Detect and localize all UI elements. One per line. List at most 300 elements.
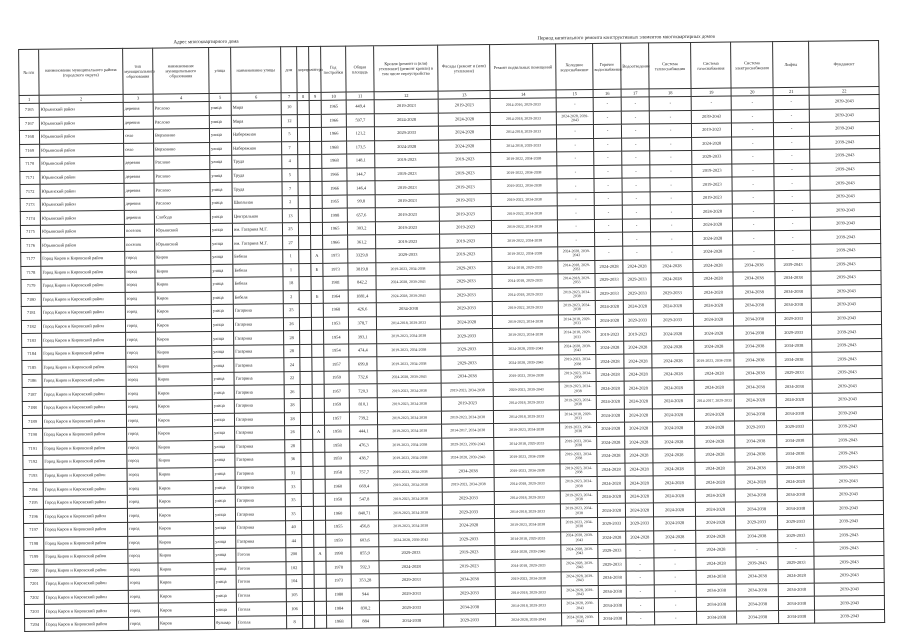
cell-heat: 2024-2028 [653, 449, 695, 463]
cell-mo: Киров [157, 427, 213, 441]
cell-litera [310, 222, 322, 236]
cell-house: 106 [286, 602, 302, 616]
cell-fund: 2039-2043 [810, 176, 880, 190]
cell-id: 7191 [23, 442, 43, 456]
cell-cold: - [556, 97, 593, 111]
cell-street: Гагарина [234, 372, 284, 386]
cell-heat: - [654, 557, 696, 571]
cell-area: 3329,8 [348, 249, 376, 263]
cell-mo: Киров [155, 278, 211, 292]
cell-raion: Город Киров и Кировский район [42, 333, 126, 347]
column-header-roof: Кровля (ремонт и (или) утепление) (ремонт кровли) в том числе переустройство [374, 45, 438, 92]
cell-elec: 2034-2038 [735, 448, 777, 462]
cell-year: 1973 [326, 574, 351, 588]
cell-elec: 2034-2038 [734, 326, 776, 340]
cell-street_type: улица [214, 562, 236, 576]
column-header-korpus: корпус [297, 46, 309, 92]
cell-pod: 2019-2022, 2034-2038 [492, 233, 558, 247]
cell-pod: 2019-2022, 2034-2038 [492, 247, 558, 261]
cell-roof: 2024-2028, 2039-2043 [376, 289, 440, 303]
cell-id: 7173 [20, 198, 40, 212]
cell-fund: 2039-2043 [809, 122, 879, 136]
cell-gas: 2024-2028 [696, 516, 736, 530]
cell-mo: Раслово [153, 115, 209, 129]
column-number: 5 [209, 93, 231, 101]
cell-hot: 2029-2033 [598, 517, 626, 531]
cell-id: 7190 [23, 428, 43, 442]
cell-heat: 2024-2028 [654, 516, 696, 530]
cell-litera [310, 195, 322, 209]
cell-raion: Юрьянский район [40, 224, 124, 238]
cell-lift: - [774, 122, 810, 136]
cell-hot: 2024-2028 [596, 341, 624, 355]
cell-roof: 2024-2028, 2039-2043 [376, 275, 440, 289]
cell-house: 2 [283, 290, 299, 304]
cell-street: Гоголя [236, 561, 286, 575]
cell-heat: - [650, 137, 692, 151]
cell-lift: 2034-2038 [777, 434, 813, 448]
cell-house: 28 [284, 331, 300, 345]
cell-sewer: - [622, 124, 650, 138]
cell-year: 1973 [323, 263, 348, 277]
cell-roof: 2029-2033 [375, 126, 439, 140]
cell-litera [309, 127, 321, 141]
cell-sewer: - [626, 571, 654, 585]
cell-heat: 2024-2028 [653, 476, 695, 490]
cell-heat: 2024-2028 [652, 381, 694, 395]
cell-gas: 2019-2023 [692, 191, 732, 205]
cell-elec: 2024-2028 [734, 394, 776, 408]
cell-cold: 2019-2023, 2034-2038 [560, 450, 597, 464]
cell-cold: 2024-2028, 2039-2043 [556, 111, 593, 125]
cell-raion: Город Киров и Кировский район [41, 292, 125, 306]
cell-id: 7165 [19, 103, 39, 117]
cell-gas: 2024-2028 [693, 245, 733, 259]
cell-fund: 2039-2043 [811, 230, 881, 244]
cell-cold: 2014-2018, 2029-2033 [559, 328, 596, 342]
cell-pod: 2014-2016, 2029-2033 [490, 98, 556, 112]
column-number: 15 [556, 89, 593, 97]
cell-sewer: - [626, 585, 654, 599]
cell-raion: Город Киров и Кировский район [44, 536, 128, 550]
cell-house: 5 [282, 168, 298, 182]
cell-korpus [302, 588, 314, 602]
cell-pod: 2014-2018, 2029-2033 [492, 274, 558, 288]
cell-elec: 2034-2038 [733, 312, 775, 326]
cell-pod: 2024-2028, 2039-2043 [493, 342, 559, 356]
cell-street_type: улица [213, 494, 235, 508]
cell-gas: 2024-2028 [695, 421, 735, 435]
cell-roof: 2024-2028 [379, 560, 443, 574]
cell-street: Мира [231, 101, 281, 115]
cell-house: 26 [284, 385, 300, 399]
cell-mo: Раслово [154, 156, 210, 170]
cell-elec: 2034-2038 [733, 285, 775, 299]
cell-id: 7183 [22, 334, 42, 348]
cell-house: 27 [283, 236, 299, 250]
cell-type: город [127, 508, 157, 522]
cell-house: 22 [284, 372, 300, 386]
cell-year: 1959 [324, 398, 349, 412]
cell-raion: Город Киров и Кировский район [44, 549, 128, 563]
cell-lift: 2029-2033 [777, 420, 813, 434]
cell-litera [309, 114, 321, 128]
cell-facade: 2029-2033 [442, 491, 494, 505]
cell-lift: 2034-2038 [777, 447, 813, 461]
cell-fund: 2039-2043 [810, 216, 880, 230]
cell-gas: 2024-2028 [693, 272, 733, 286]
cell-pod: 2014-2018, 2029-2033 [493, 396, 559, 410]
cell-litera [313, 453, 325, 467]
cell-korpus [297, 128, 309, 142]
cell-heat: - [650, 164, 692, 178]
cell-pod: 2014-2018, 2029-2033 [494, 504, 560, 518]
cell-sewer: 2024-2028 [623, 300, 651, 314]
cell-gas: 2024-2028 [693, 286, 733, 300]
cell-house: 25 [282, 222, 298, 236]
cell-area: 720,3 [349, 384, 377, 398]
cell-type: деревня [123, 102, 153, 116]
cell-year: 1959 [326, 534, 351, 548]
cell-korpus [298, 195, 310, 209]
cell-year: 1957 [324, 357, 349, 371]
cell-house: 200 [286, 548, 302, 562]
cell-street: Гоголя [236, 588, 286, 602]
cell-hot: 2029-2033 [598, 558, 626, 572]
cell-lift: 2034-2038 [777, 502, 813, 516]
periods-group-header: Период капитального ремонта конструктивных элементов многоквартирных домов [374, 31, 879, 46]
cell-gas: 2019-2023 [692, 123, 732, 137]
column-number: 10 [321, 92, 346, 100]
cell-heat: - [654, 584, 696, 598]
cell-heat: - [651, 218, 693, 232]
cell-raion: Юрьянский район [39, 116, 123, 130]
cell-mo: Юрьянский [154, 223, 210, 237]
cell-year: 1966 [321, 127, 346, 141]
cell-raion: Юрьянский район [40, 211, 124, 225]
cell-litera [315, 615, 327, 629]
cell-type: город [125, 305, 155, 319]
cell-facade: 2024-2028 [438, 112, 490, 126]
cell-year: 1966 [322, 168, 347, 182]
cell-fund: 2039-2043 [814, 582, 884, 596]
cell-hot: 2024-2028 [597, 463, 625, 477]
cell-street_type: улица [212, 413, 234, 427]
cell-fund: 2039-2043 [811, 311, 881, 325]
cell-cold: - [557, 152, 594, 166]
cell-elec: 2029-2033 [735, 421, 777, 435]
cell-korpus [300, 358, 312, 372]
cell-id: 7201 [24, 577, 44, 591]
cell-elec: - [732, 177, 774, 191]
cell-fund: 2039-2043 [813, 460, 883, 474]
cell-area: 303,2 [347, 222, 375, 236]
cell-cold: 2024-2028, 2039-2043 [561, 531, 598, 545]
cell-type: город [128, 590, 158, 604]
cell-cold: - [557, 165, 594, 179]
cell-fund: 2039-2043 [814, 555, 884, 569]
cell-year: 1968 [322, 141, 347, 155]
cell-sewer: 2029-2033 [623, 314, 651, 328]
cell-street: Гагарина [235, 494, 285, 508]
cell-facade: 2024-2028 [439, 126, 491, 140]
cell-pod: 2014-2018, 2029-2033 [492, 260, 558, 274]
column-header-raion: наименование муниципального района (городского округа) [39, 48, 123, 95]
cell-elec: - [732, 136, 774, 150]
cell-lift: 2029-2033 [776, 366, 812, 380]
cell-facade: 2019-2023 [438, 99, 490, 113]
cell-gas: 2024-2028 [695, 475, 735, 489]
cell-lift: - [773, 95, 809, 109]
cell-fund: 2039-2043 [815, 609, 885, 623]
cell-facade: 2014-2017, 2034-2038 [442, 424, 494, 438]
cell-litera [312, 358, 324, 372]
cell-litera [312, 371, 324, 385]
cell-id: 7172 [20, 185, 40, 199]
cell-korpus [298, 155, 310, 169]
cell-cold: 2024-2028, 2039-2043 [561, 545, 598, 559]
cell-area: 173,5 [347, 140, 375, 154]
cell-year: 1968 [323, 303, 348, 317]
cell-id: 7176 [21, 239, 41, 253]
cell-fund: 2039-2043 [810, 203, 880, 217]
cell-pod: 2019-2022, 2034-2038 [491, 193, 557, 207]
cell-pod: 2014-2018, 2029-2033 [490, 111, 556, 125]
cell-cold: - [557, 179, 594, 193]
column-header-id: № п/п [19, 49, 39, 95]
column-number: 18 [649, 88, 691, 96]
cell-fund: 2039-2043 [812, 365, 882, 379]
cell-area: 99,8 [347, 195, 375, 209]
cell-sewer: 2024-2028 [625, 463, 653, 477]
cell-street: Гагарина [234, 358, 284, 372]
column-header-pod: Ремонт подвальных помещений [490, 44, 556, 91]
cell-hot: 2029-2033 [595, 273, 623, 287]
cell-roof: 2019-2023, 2034-2038 [377, 356, 441, 370]
cell-korpus [299, 304, 311, 318]
cell-id: 7178 [21, 266, 41, 280]
cell-street_type: улица [213, 453, 235, 467]
cell-heat: 2024-2028 [651, 259, 693, 273]
cell-cold: 2019-2023, 2034-2038 [559, 395, 596, 409]
column-number: 11 [346, 92, 374, 100]
cell-litera [312, 412, 324, 426]
cell-roof: 2024-2028, 2039-2043 [379, 533, 443, 547]
cell-korpus [298, 209, 310, 223]
cell-elec: - [731, 109, 773, 123]
cell-lift: 2029-2033 [778, 529, 814, 543]
cell-id: 7202 [24, 591, 44, 605]
cell-street_type: улица [212, 345, 234, 359]
column-header-house: дом [281, 47, 297, 93]
column-number: 17 [621, 89, 649, 97]
cell-id: 7182 [21, 320, 41, 334]
cell-korpus [301, 466, 313, 480]
cell-street: Мира [231, 114, 281, 128]
cell-mo: Киров [158, 576, 214, 590]
cell-litera: Б [311, 263, 323, 277]
cell-street_type: улица [214, 535, 236, 549]
cell-house: 35 [285, 493, 301, 507]
cell-type: город [127, 495, 157, 509]
cell-lift: - [775, 244, 811, 258]
cell-korpus [300, 344, 312, 358]
cell-elec: 2034-2038 [734, 380, 776, 394]
cell-sewer: 2029-2033 [626, 517, 654, 531]
cell-cold: - [557, 192, 594, 206]
cell-facade: 2019-2023 [439, 166, 491, 180]
cell-type: город [127, 427, 157, 441]
cell-id: 7187 [22, 388, 42, 402]
cell-pod: 2014-2018, 2029-2033 [495, 531, 561, 545]
cell-raion: Город Киров и Кировский район [42, 414, 126, 428]
column-header-cold: Холодное водоснабжение [556, 43, 593, 89]
cell-heat: - [650, 178, 692, 192]
cell-street: им. Гагарина М.Г. [233, 236, 283, 250]
cell-hot: 2024-2028 [596, 409, 624, 423]
cell-roof: 2014-2018, 2029-2033 [377, 316, 441, 330]
cell-house: 104 [286, 575, 302, 589]
cell-street: Гоголя [236, 548, 286, 562]
cell-area: 438,7 [350, 452, 378, 466]
cell-raion: Город Киров и Кировский район [44, 563, 128, 577]
cell-cold: - [558, 233, 595, 247]
cell-lift: 2034-2038 [775, 271, 811, 285]
cell-year: 1966 [322, 181, 347, 195]
cell-street_type: улица [212, 372, 234, 386]
cell-raion: Город Киров и Кировский район [42, 373, 126, 387]
cell-cold: 2014-2018, 2029-2033 [558, 274, 595, 288]
cell-gas: 2024-2028 [692, 137, 732, 151]
cell-sewer: 2024-2028 [624, 408, 652, 422]
cell-street: Гагарина [235, 439, 285, 453]
cell-litera [310, 141, 322, 155]
cell-area: 732,6 [349, 371, 377, 385]
cell-elec: 2034-2038 [735, 461, 777, 475]
cell-year: 1968 [322, 154, 347, 168]
column-header-hot: Горячее водоснабжение [593, 43, 621, 89]
cell-heat: 2024-2028 [653, 503, 695, 517]
cell-fund: 2039-2043 [812, 406, 882, 420]
cell-year: 1968 [327, 615, 352, 629]
cell-mo: Раслово [154, 183, 210, 197]
cell-gas: 2024-2028 [695, 435, 735, 449]
cell-litera [311, 317, 323, 331]
cell-fund: 2039-2043 [813, 487, 883, 501]
cell-fund: 2039-2043 [810, 149, 880, 163]
cell-street_type: улица [212, 359, 234, 373]
cell-fund: 2039-2043 [814, 542, 884, 556]
cell-elec: - [732, 150, 774, 164]
cell-sewer: 2024-2028 [625, 436, 653, 450]
cell-raion: Город Киров и Кировский район [41, 319, 125, 333]
cell-lift: 2034-2038 [778, 596, 814, 610]
cell-street_type: улица [214, 521, 236, 535]
cell-type: деревня [124, 156, 154, 170]
cell-heat: 2024-2028 [653, 462, 695, 476]
cell-type: город [127, 454, 157, 468]
cell-street_type: улица [209, 101, 231, 115]
cell-id: 7200 [24, 564, 44, 578]
cell-area: 146,4 [347, 181, 375, 195]
cell-cold: 2019-2023, 2034-2038 [559, 368, 596, 382]
cell-sewer: - [622, 138, 650, 152]
cell-hot: 2034-2038 [598, 571, 626, 585]
cell-lift: - [773, 109, 809, 123]
cell-area: 474,4 [349, 344, 377, 358]
cell-year: 1965 [321, 100, 346, 114]
cell-facade: 2029-2033 [440, 302, 492, 316]
cell-id: 7175 [20, 225, 40, 239]
cell-area: 739,2 [349, 411, 377, 425]
cell-gas: 2024-2028 [693, 313, 733, 327]
cell-street_type: улица [213, 481, 235, 495]
cell-cold: - [557, 206, 594, 220]
cell-hot: 2024-2028 [597, 449, 625, 463]
cell-cold: 2024-2028, 2039-2043 [558, 246, 595, 260]
cell-roof: 2019-2023 [375, 153, 439, 167]
cell-sewer: 2029-2033 [623, 287, 651, 301]
cell-korpus [299, 277, 311, 291]
cell-house: 44 [286, 534, 302, 548]
cell-elec: 2034-2038 [734, 339, 776, 353]
cell-cold: 2019-2023, 2034-2038 [560, 463, 597, 477]
cell-roof: 2019-2023, 2034-2038 [378, 411, 442, 425]
cell-gas: 2019-2023 [692, 177, 732, 191]
cell-year: 1998 [326, 547, 351, 561]
cell-cold: - [557, 125, 594, 139]
cell-roof: 2019-2023, 2034-2038 [378, 505, 442, 519]
cell-street: Гоголя [236, 575, 286, 589]
cell-sewer: 2024-2028 [624, 381, 652, 395]
cell-cold: 2014-2018, 2029-2033 [558, 260, 595, 274]
cell-elec: 2034-2038 [736, 570, 778, 584]
cell-korpus [301, 439, 313, 453]
cell-korpus [301, 493, 313, 507]
cell-litera: А [311, 249, 323, 263]
cell-type: город [126, 346, 156, 360]
cell-lift: 2034-2038 [776, 380, 812, 394]
cell-elec: 2034-2038 [734, 367, 776, 381]
cell-area: 699,8 [349, 357, 377, 371]
cell-gas: 2024-2028 [696, 530, 736, 544]
cell-gas: 2039-2043 [691, 110, 731, 124]
cell-lift: - [774, 217, 810, 231]
cell-roof: 2019-2023 [374, 99, 438, 113]
cell-type: город [127, 441, 157, 455]
cell-hot: 2024-2028 [597, 476, 625, 490]
cell-fund: 2039-2043 [811, 284, 881, 298]
cell-pod: 2019-2023, 2034-2038 [493, 328, 559, 342]
cell-korpus [298, 182, 310, 196]
cell-pod: 2019-2023, 2034-2038 [494, 423, 560, 437]
cell-area: 810,1 [349, 398, 377, 412]
cell-korpus [299, 236, 311, 250]
cell-heat: 2024-2028 [652, 394, 694, 408]
cell-year: 1958 [325, 439, 350, 453]
column-number: 21 [773, 87, 809, 95]
cell-pod: 2019-2023, 2034-2038 [493, 315, 559, 329]
cell-street_type: улица [211, 264, 233, 278]
cell-hot: - [595, 246, 623, 260]
cell-id: 7186 [22, 374, 42, 388]
cell-sewer: - [622, 151, 650, 165]
cell-cold: 2019-2023, 2034-2038 [560, 504, 597, 518]
cell-year: 1957 [324, 412, 349, 426]
cell-house: 28 [285, 439, 301, 453]
cell-litera [314, 574, 326, 588]
cell-fund: 2039-2043 [812, 338, 882, 352]
